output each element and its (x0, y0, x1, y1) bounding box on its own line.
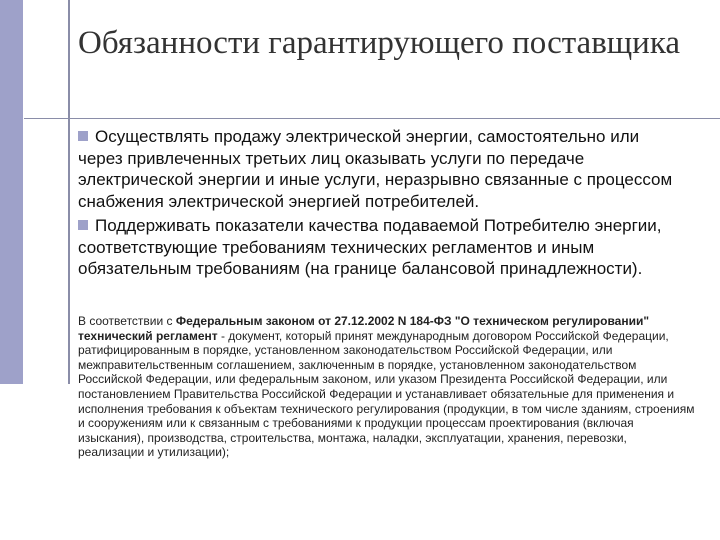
bullet-text: Поддерживать показатели качества подаваемой Потребителю энергии, соответствующие требованиям технических регламентов и иным обязательным требованиям (на границе балансовой принадлежности). (78, 216, 662, 278)
title-divider (24, 118, 720, 119)
bullet-item-quality (78, 215, 688, 280)
vertical-divider (68, 0, 70, 384)
left-accent-bar (0, 0, 23, 384)
bullet-text: Осуществлять продажу электрической энергии, самостоятельно или через привлеченных третьих лиц оказывать услуги по передаче электрической энергии и иные услуги, неразрывно связанные с процессом снабжения электрической энергией потребителей. (78, 127, 673, 211)
square-bullet-icon (78, 220, 88, 230)
note-intro: В соответствии с (78, 314, 176, 328)
bullet-list (78, 126, 688, 283)
note-body: - документ, который принят международным договором Российской Федерации, ратифицированным в порядке, установленном законодательством Российской Федерации, или межправительственным соглашением, заключенным в порядке, установленном законодательством Российской Федерации, или федеральным законом, или указом Президента Российской Федерации, или постановлением Правительства Российской Федерации и устанавливает обязательные для применения и исполнения требования к объектам технического регулирования (продукции, в том числе зданиям, строениям и сооружениям или к связанным с требованиями к продукции процессам проектирования (включая изыскания), производства, строительства, монтажа, наладки, эксплуатации, хранения, перевозки, реализации и утилизации); (78, 328, 695, 460)
note-law-reference: Федеральным законом от 27.12.2002 N 184-ФЗ "О техническом регулировании" технический регламент (78, 314, 650, 343)
slide-title: Обязанности гарантирующего поставщика (78, 25, 681, 61)
bullet-item-sales (78, 126, 688, 212)
square-bullet-icon (78, 131, 88, 141)
regulation-note (78, 314, 696, 460)
